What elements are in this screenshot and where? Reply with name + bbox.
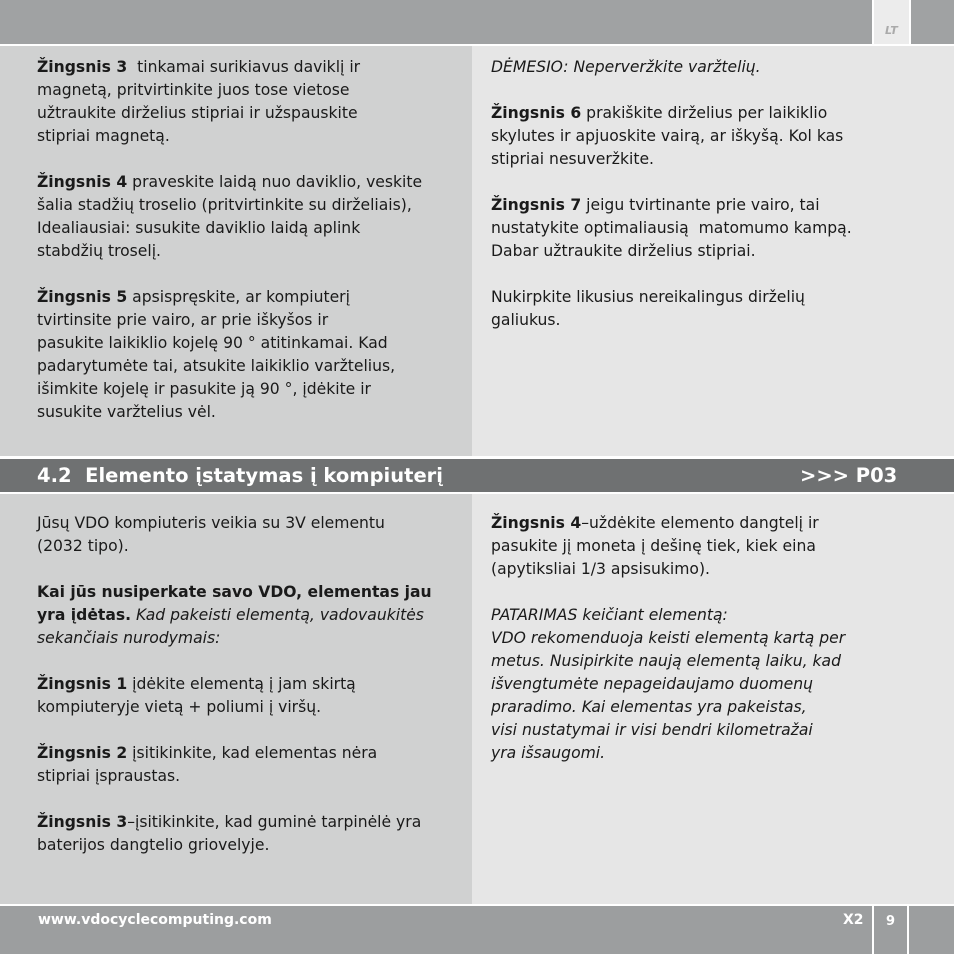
footer-bar-right [909, 906, 954, 954]
header-bar [0, 0, 872, 44]
battery-note-text [37, 581, 458, 650]
warning-text [491, 56, 934, 79]
steps-3-5-panel [0, 46, 472, 456]
italic-line: išvengtumėte nepageidaujamo duomenų [491, 675, 814, 693]
text-line: –įsitikinkite, kad guminė tarpinėlė yra [127, 813, 422, 831]
page-number-tab [874, 906, 907, 954]
battery-intro-text [37, 512, 458, 558]
text-line: praveskite laidą nuo daviklio, veskite [127, 173, 423, 191]
step-7-label: Žingsnis 7 [491, 196, 582, 214]
italic-line: visi nustatymai ir visi bendri kilometražai [491, 721, 813, 739]
text-line: Jūsų VDO kompiuteris veikia su 3V elementu [37, 514, 385, 532]
footer-model-name: X2 [843, 912, 864, 928]
battery-step-4-label: Žingsnis 4 [491, 514, 582, 532]
text-line: galiukus. [491, 311, 561, 329]
italic-line: praradimo. Kai elementas yra pakeistas, [491, 698, 807, 716]
section-heading-bar [0, 459, 954, 492]
italic-line: PATARIMAS keičiant elementą: [491, 606, 728, 624]
text-line: kompiuteryje vietą + poliumi į viršų. [37, 698, 322, 716]
language-label: LT [885, 24, 898, 37]
step-5-label: Žingsnis 5 [37, 288, 128, 306]
text-line: stipriai magnetą. [37, 127, 170, 145]
text-line: pasukite jį moneta į dešinę tiek, kiek eina [491, 537, 816, 555]
text-line: nustatykite optimaliausią matomumo kampą. [491, 219, 852, 237]
text-line: Dabar užtraukite dirželius stipriai. [491, 242, 756, 260]
page-number: 9 [886, 914, 896, 929]
step-4-text [37, 171, 452, 263]
battery-step-2-text [37, 742, 458, 788]
italic-line: sekančiais nurodymais: [37, 629, 221, 647]
text-line: stipriai nesuveržkite. [491, 150, 654, 168]
footer-bar [0, 906, 872, 954]
steps-6-7-panel [472, 46, 954, 456]
battery-step-4-text [491, 512, 934, 581]
text-line: tvirtinsite prie vairo, ar prie iškyšos ir [37, 311, 329, 329]
battery-step-3-label: Žingsnis 3 [37, 813, 128, 831]
section-code: >>> P03 [800, 464, 898, 487]
text-line: magnetą, pritvirtinkite juos tose vietose [37, 81, 350, 99]
text-line: Idealiausiai: susukite daviklio laidą aplink [37, 219, 361, 237]
step-4-label: Žingsnis 4 [37, 173, 128, 191]
step-3-label: Žingsnis 3 [37, 58, 128, 76]
text-line: prakiškite dirželius per laikiklio [581, 104, 828, 122]
footer-website-link[interactable]: www.vdocyclecomputing.com [38, 912, 272, 928]
battery-tip-text [491, 604, 934, 765]
text-line: šalia stadžių troselio (pritvirtinkite su dirželiais), [37, 196, 412, 214]
italic-line: yra išsaugomi. [491, 744, 606, 762]
text-line: įdėkite elementą į jam skirtą [127, 675, 356, 693]
bold-line: yra įdėtas. [37, 606, 132, 624]
text-line: užtraukite dirželius stipriai ir užspauskite [37, 104, 358, 122]
text-line: (apytiksliai 1/3 apsisukimo). [491, 560, 710, 578]
text-line: apsispręskite, ar kompiuterį [127, 288, 350, 306]
text-line: –uždėkite elemento dangtelį ir [581, 514, 819, 532]
step-7-text [491, 194, 934, 263]
text-line: pasukite laikiklio kojelę 90 ° atitinkamai. Kad [37, 334, 388, 352]
trim-straps-text [491, 286, 934, 332]
italic-line: Kad pakeisti elementą, vadovaukitės [131, 606, 424, 624]
text-line: padarytumėte tai, atsukite laikiklio varžtelius, [37, 357, 396, 375]
text-line: baterijos dangtelio griovelyje. [37, 836, 270, 854]
text-line: stabdžių troselį. [37, 242, 162, 260]
language-tab [874, 0, 909, 44]
text-line: stipriai įspraustas. [37, 767, 181, 785]
battery-step-1-label: Žingsnis 1 [37, 675, 128, 693]
section-title: 4.2 Elemento įstatymas į kompiuterį [37, 464, 443, 487]
text-line: (2032 tipo). [37, 537, 129, 555]
header-bar-right [911, 0, 954, 44]
italic-line: VDO rekomenduoja keisti elementą kartą per [491, 629, 846, 647]
text-line: tinkamai surikiavus daviklį ir [127, 58, 361, 76]
text-line: įsitikinkite, kad elementas nėra [127, 744, 378, 762]
step-6-text [491, 102, 934, 171]
step-6-label: Žingsnis 6 [491, 104, 582, 122]
battery-step-3-text [37, 811, 458, 857]
italic-line: metus. Nusipirkite naują elementą laiku, kad [491, 652, 842, 670]
step-3-text [37, 56, 452, 148]
battery-steps-1-3-panel [0, 494, 472, 904]
battery-step-1-text [37, 673, 458, 719]
text-line: Nukirpkite likusius nereikalingus dirželių [491, 288, 805, 306]
battery-step-2-label: Žingsnis 2 [37, 744, 128, 762]
text-line: išimkite kojelę ir pasukite ją 90 °, įdėkite ir [37, 380, 371, 398]
text-line: susukite varžtelius vėl. [37, 403, 216, 421]
bold-line: Kai jūs nusiperkate savo VDO, elementas jau [37, 583, 432, 601]
text-line: jeigu tvirtinante prie vairo, tai [581, 196, 820, 214]
text-line: skylutes ir apjuoskite vairą, ar iškyšą. Kol kas [491, 127, 844, 145]
warning-italic: DĖMESIO: Neperveržkite varžtelių. [491, 58, 761, 76]
battery-step-4-panel [472, 494, 954, 904]
step-5-text [37, 286, 452, 424]
